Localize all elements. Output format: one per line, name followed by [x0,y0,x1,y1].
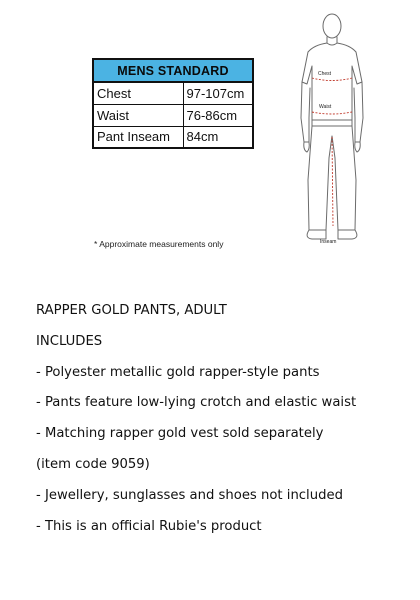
diagram-label-chest: Chest [318,71,332,77]
table-row [93,104,253,126]
includes-heading: INCLUDES [36,333,103,349]
list-item: - Jewellery, sunglasses and shoes not included [36,487,343,503]
row-value-chest: 97-107cm [183,82,253,104]
table-row [93,126,253,148]
row-label-waist: Waist [93,104,183,126]
row-value-waist: 76-86cm [183,104,253,126]
list-item: - Pants feature low-lying crotch and elastic waist [36,395,357,411]
list-item: - This is an official Rubie's product [36,518,262,534]
row-label-chest: Chest [93,82,183,104]
product-description [36,296,416,542]
body-measurement-diagram [292,8,372,244]
size-chart-title: MENS STANDARD [93,59,253,82]
row-label-inseam: Pant Inseam [93,126,183,148]
list-item: (item code 9059) [36,456,150,472]
list-item: - Polyester metallic gold rapper-style pants [36,364,320,380]
list-item: - Matching rapper gold vest sold separately [36,426,324,442]
product-title: RAPPER GOLD PANTS, ADULT [36,303,227,318]
diagram-label-inseam: Inseam [320,239,337,244]
table-row [93,82,253,104]
measurement-footnote: * Approximate measurements only [94,239,224,249]
diagram-label-waist: Waist [319,104,332,110]
size-chart-table [92,58,254,149]
row-value-inseam: 84cm [183,126,253,148]
